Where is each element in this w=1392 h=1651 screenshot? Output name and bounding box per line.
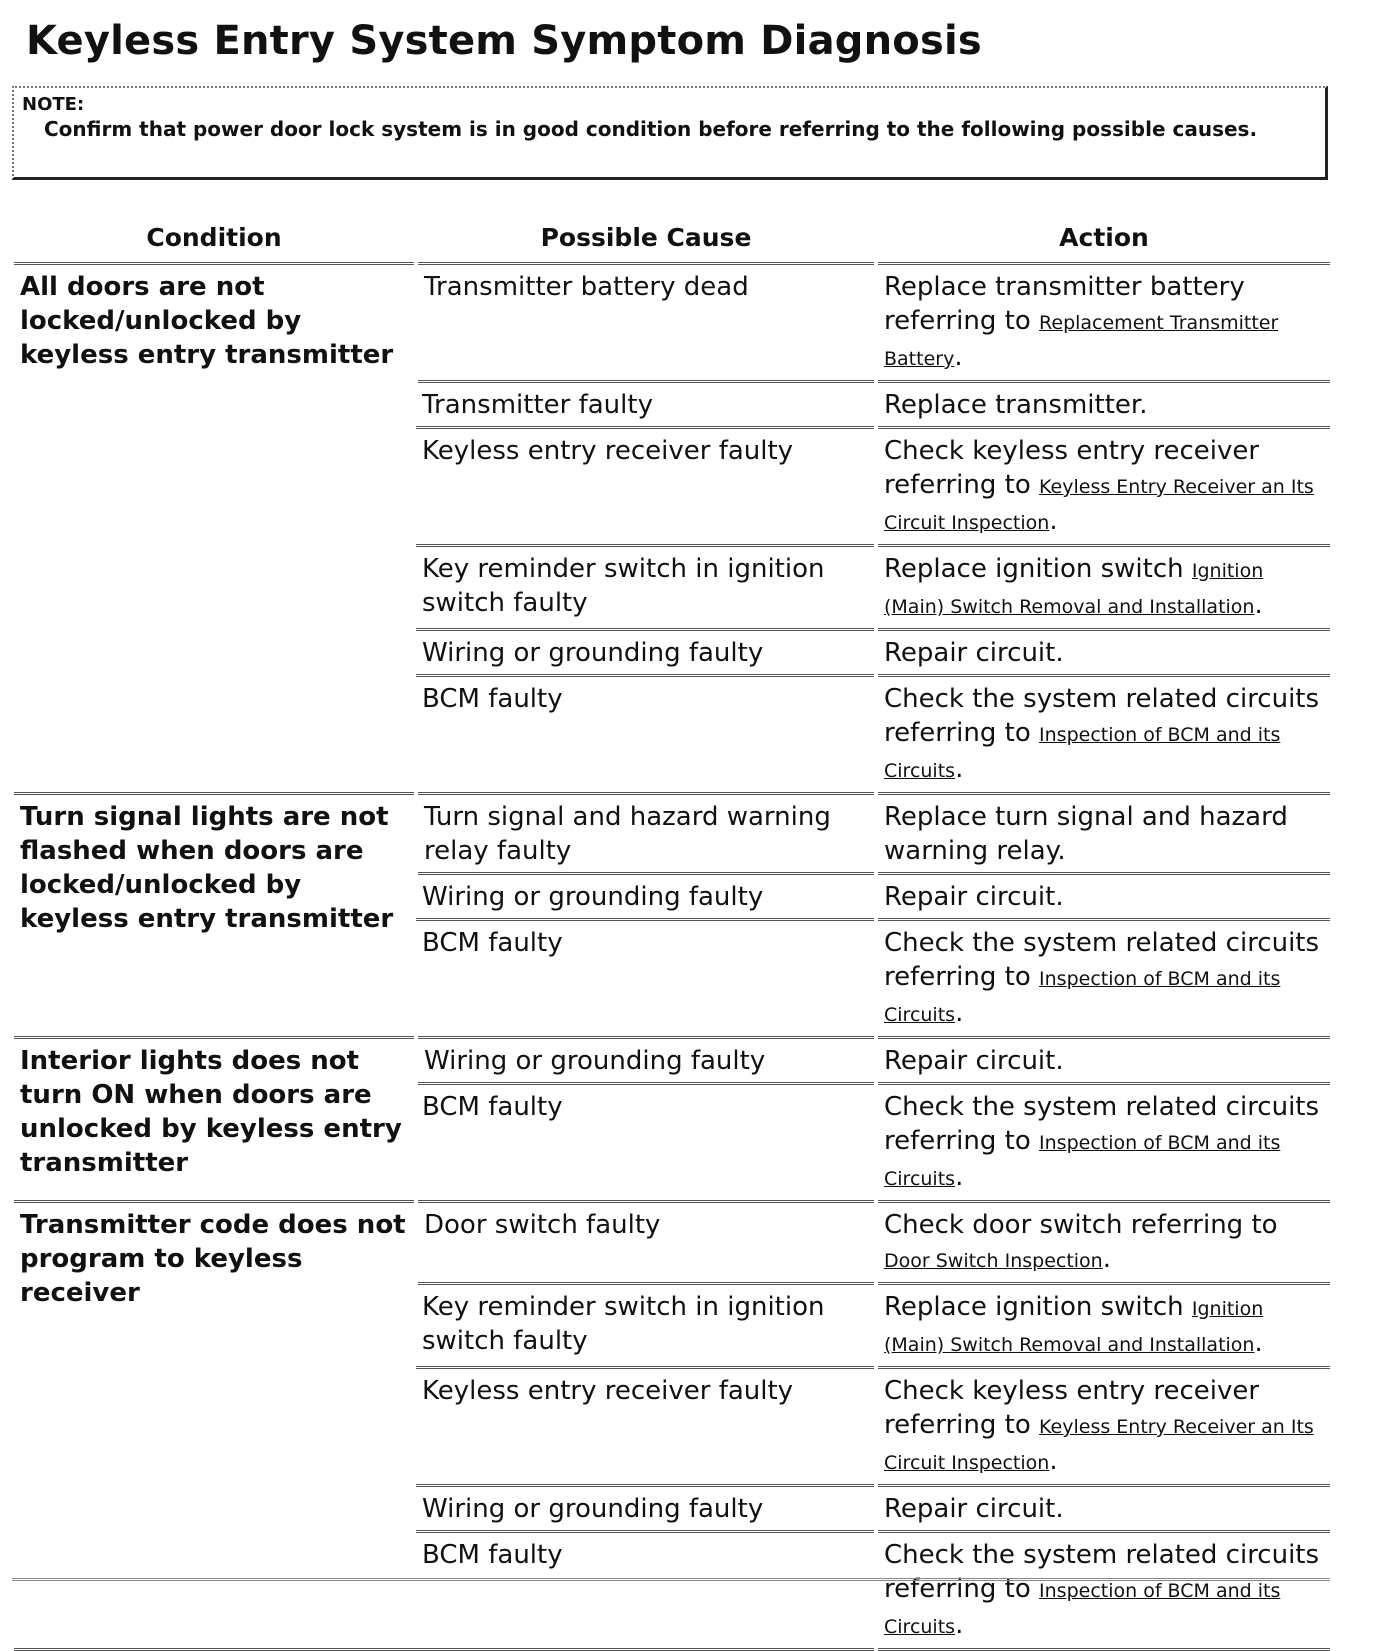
action-cell [876, 630, 1330, 676]
possible-cause-cell: Wiring or grounding faulty [416, 1038, 876, 1084]
table-row [14, 264, 1330, 382]
action-text: Check keyless entry receiver referring to [884, 436, 1260, 500]
action-text: Check door switch referring to [884, 1210, 1278, 1240]
action-cell [876, 428, 1330, 546]
action-text: Replace transmitter. [884, 390, 1148, 420]
possible-cause-cell: Turn signal and hazard warning relay faulty [416, 794, 876, 874]
action-suffix: . [1049, 506, 1058, 536]
possible-cause-cell: Door switch faulty [416, 1202, 876, 1284]
procedure-link[interactable]: Inspection of BCM and its Circuits [884, 724, 1281, 782]
possible-cause-cell: Keyless entry receiver faulty [416, 428, 876, 546]
action-text: Check keyless entry receiver referring to [884, 1376, 1260, 1440]
bottom-divider [12, 1578, 1330, 1581]
action-cell [876, 874, 1330, 920]
action-suffix: . [955, 1610, 964, 1640]
condition-cell: All doors are not locked/unlocked by keyless entry transmitter [14, 264, 416, 794]
action-text: Check the system related circuits referring to [884, 684, 1320, 748]
action-text: Repair circuit. [884, 1494, 1064, 1524]
possible-cause-cell: Transmitter battery dead [416, 264, 876, 382]
action-cell [876, 794, 1330, 874]
condition-cell: Transmitter code does not program to keyless receiver [14, 1202, 416, 1650]
condition-cell: Turn signal lights are not flashed when doors are locked/unlocked by keyless entry transmitter [14, 794, 416, 1038]
possible-cause-cell: BCM faulty [416, 1084, 876, 1202]
procedure-link[interactable]: Inspection of BCM and its Circuits [884, 968, 1281, 1026]
action-cell [876, 1202, 1330, 1284]
note-box [12, 86, 1328, 180]
note-text: Confirm that power door lock system is in good condition before referring to the following possible causes. [44, 117, 1258, 141]
action-text: Repair circuit. [884, 882, 1064, 912]
procedure-link[interactable]: Ignition (Main) Switch Removal and Installation [884, 1298, 1264, 1356]
action-suffix: . [955, 998, 964, 1028]
action-cell [876, 1284, 1330, 1368]
procedure-link[interactable]: Inspection of BCM and its Circuits [884, 1580, 1281, 1638]
action-cell [876, 1084, 1330, 1202]
action-suffix: . [1254, 590, 1263, 620]
procedure-link[interactable]: Ignition (Main) Switch Removal and Installation [884, 560, 1264, 618]
page-title: Keyless Entry System Symptom Diagnosis [26, 18, 982, 64]
possible-cause-cell: Key reminder switch in ignition switch faulty [416, 1284, 876, 1368]
table-row [14, 1202, 1330, 1284]
procedure-link[interactable]: Keyless Entry Receiver an Its Circuit Inspection [884, 476, 1314, 534]
possible-cause-cell: Transmitter faulty [416, 382, 876, 428]
procedure-link[interactable]: Keyless Entry Receiver an Its Circuit Inspection [884, 1416, 1314, 1474]
header-possible-cause: Possible Cause [416, 212, 876, 264]
action-text: Check the system related circuits referring to [884, 1092, 1320, 1156]
action-text: Replace transmitter battery referring to [884, 272, 1245, 336]
possible-cause-cell: Key reminder switch in ignition switch faulty [416, 546, 876, 630]
table-row [14, 794, 1330, 874]
table-body [14, 264, 1330, 1650]
possible-cause-cell: BCM faulty [416, 1532, 876, 1650]
header-condition: Condition [14, 212, 416, 264]
action-suffix: . [1102, 1244, 1111, 1274]
action-cell [876, 382, 1330, 428]
action-cell [876, 676, 1330, 794]
action-text: Replace ignition switch [884, 1292, 1184, 1322]
action-cell [876, 264, 1330, 382]
table-header-row [14, 212, 1330, 264]
diagnosis-table [14, 212, 1330, 1651]
possible-cause-cell: BCM faulty [416, 920, 876, 1038]
action-text: Repair circuit. [884, 638, 1064, 668]
action-cell [876, 1368, 1330, 1486]
possible-cause-cell: Wiring or grounding faulty [416, 1486, 876, 1532]
possible-cause-cell: Wiring or grounding faulty [416, 874, 876, 920]
action-cell [876, 546, 1330, 630]
condition-cell: Interior lights does not turn ON when doors are unlocked by keyless entry transmitter [14, 1038, 416, 1202]
action-text: Replace ignition switch [884, 554, 1184, 584]
action-suffix: . [954, 342, 963, 372]
header-action: Action [876, 212, 1330, 264]
action-text: Repair circuit. [884, 1046, 1064, 1076]
note-label: NOTE: [22, 94, 85, 115]
action-cell [876, 1038, 1330, 1084]
table-row [14, 1038, 1330, 1084]
procedure-link[interactable]: Inspection of BCM and its Circuits [884, 1132, 1281, 1190]
possible-cause-cell: Wiring or grounding faulty [416, 630, 876, 676]
action-cell [876, 1486, 1330, 1532]
action-suffix: . [955, 1162, 964, 1192]
possible-cause-cell: BCM faulty [416, 676, 876, 794]
procedure-link[interactable]: Door Switch Inspection [884, 1250, 1103, 1272]
action-suffix: . [1254, 1328, 1263, 1358]
action-text: Check the system related circuits referring to [884, 928, 1320, 992]
action-cell [876, 1532, 1330, 1650]
action-suffix: . [1049, 1446, 1058, 1476]
procedure-link[interactable]: Replacement Transmitter Battery [884, 312, 1279, 370]
possible-cause-cell: Keyless entry receiver faulty [416, 1368, 876, 1486]
action-text: Check the system related circuits referring to [884, 1540, 1320, 1604]
action-suffix: . [955, 754, 964, 784]
action-text: Replace turn signal and hazard warning relay. [884, 802, 1288, 866]
action-cell [876, 920, 1330, 1038]
